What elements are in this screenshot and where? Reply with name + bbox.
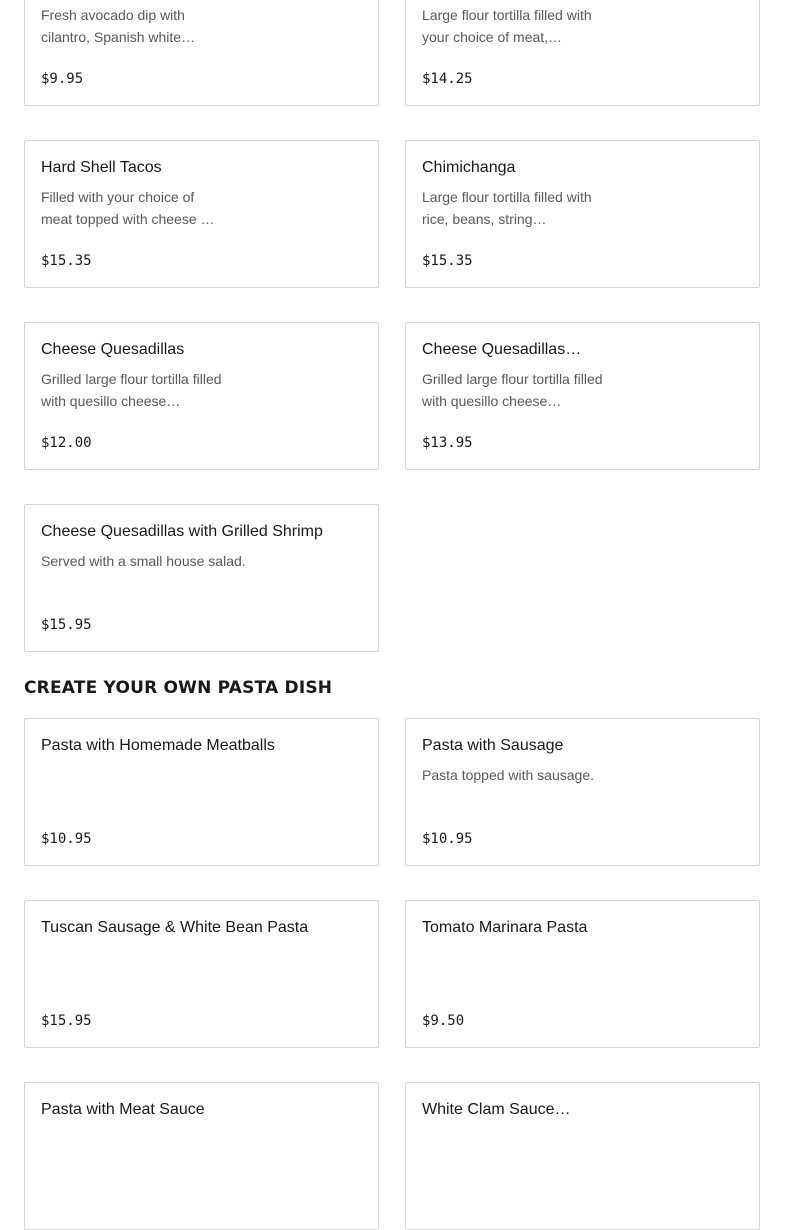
- menu-item-description: Served with a small house salad.: [41, 553, 246, 569]
- menu-item-description: Fresh avocado dip with cilantro, Spanish white…: [41, 7, 196, 45]
- menu-item-card-cheese-quesadillas-variant[interactable]: [405, 322, 760, 470]
- menu-item-name: Tomato Marinara Pasta: [422, 919, 588, 936]
- menu-item-card-pasta-meatballs[interactable]: [24, 718, 379, 866]
- menu-item-card-cheese-quesadillas[interactable]: [24, 322, 379, 470]
- menu-item-price: $15.95: [41, 617, 92, 633]
- menu-item-card-white-clam-sauce[interactable]: [405, 1082, 760, 1230]
- menu-item-price: $15.35: [422, 253, 473, 269]
- menu-item-price: $14.25: [422, 71, 473, 87]
- menu-item-card-pasta-meat-sauce[interactable]: [24, 1082, 379, 1230]
- menu-item-card-tomato-marinara-pasta[interactable]: [405, 900, 760, 1048]
- menu-item-name: Cheese Quesadillas with Grilled Shrimp: [41, 523, 323, 540]
- menu-item-price: $10.95: [422, 831, 473, 847]
- menu-item-price: $13.95: [422, 435, 473, 451]
- menu-item-price: $15.95: [41, 1013, 92, 1029]
- menu-item-card[interactable]: [405, 0, 760, 106]
- menu-item-price: $12.00: [41, 435, 92, 451]
- menu-item-price: $15.35: [41, 253, 92, 269]
- menu-item-name: Tuscan Sausage & White Bean Pasta: [41, 919, 309, 936]
- menu-item-name: Cheese Quesadillas: [41, 341, 185, 358]
- menu-item-name: Pasta with Sausage: [422, 737, 564, 754]
- menu-item-description: Grilled large flour tortilla filled with quesillo cheese…: [422, 371, 603, 409]
- menu-item-price: $9.50: [422, 1013, 465, 1029]
- menu-item-name: Chimichanga: [422, 159, 516, 176]
- menu-item-description: Filled with your choice of meat topped with cheese …: [41, 189, 215, 227]
- menu-item-card[interactable]: [24, 0, 379, 106]
- menu-item-card-tuscan-sausage-pasta[interactable]: [24, 900, 379, 1048]
- menu-item-description: Grilled large flour tortilla filled with quesillo cheese…: [41, 371, 222, 409]
- menu-item-price: $10.95: [41, 831, 92, 847]
- section-title-pasta: CREATE YOUR OWN PASTA DISH: [24, 678, 333, 698]
- menu-item-card-pasta-sausage[interactable]: [405, 718, 760, 866]
- menu-item-description: Large flour tortilla filled with rice, beans, string…: [422, 189, 592, 227]
- menu-item-card-hard-shell-tacos[interactable]: [24, 140, 379, 288]
- menu-item-name: Pasta with Homemade Meatballs: [41, 737, 275, 754]
- menu-item-price: $9.95: [41, 71, 84, 87]
- menu-item-card-chimichanga[interactable]: [405, 140, 760, 288]
- menu-item-card-cheese-quesadillas-shrimp[interactable]: [24, 504, 379, 652]
- menu-item-name: White Clam Sauce…: [422, 1101, 571, 1118]
- menu-item-description: Large flour tortilla filled with your choice of meat,…: [422, 7, 592, 45]
- menu-item-name: Cheese Quesadillas…: [422, 341, 582, 358]
- menu-item-description: Pasta topped with sausage.: [422, 767, 595, 783]
- menu-item-name: Pasta with Meat Sauce: [41, 1101, 205, 1118]
- menu-item-name: Hard Shell Tacos: [41, 159, 162, 176]
